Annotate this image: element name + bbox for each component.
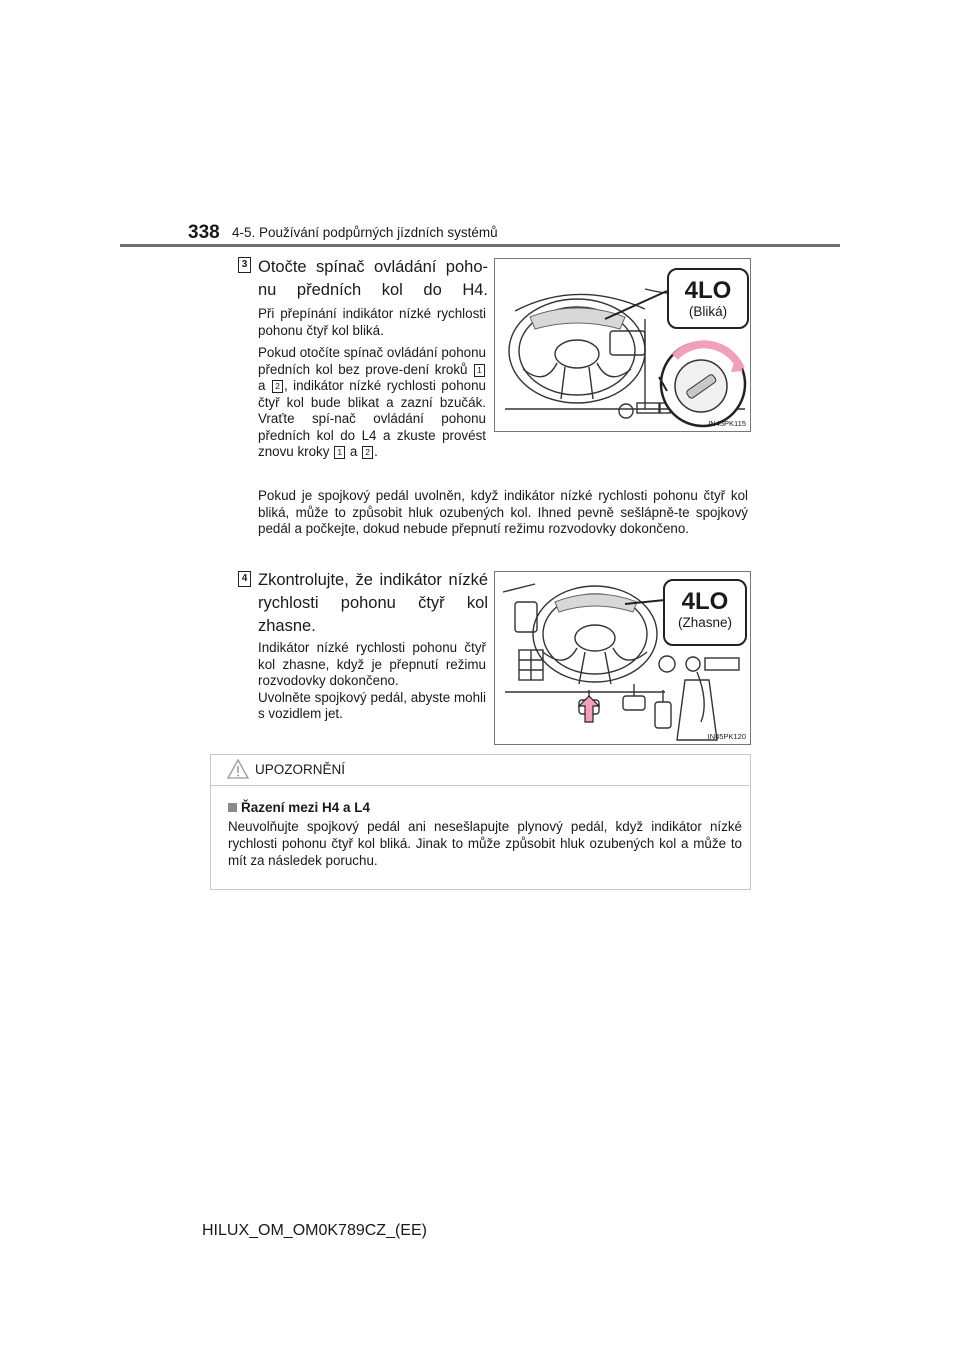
step-4-note-1: Indikátor nízké rychlosti pohonu čtyř kol zhasne, když je přepnutí režimu rozvodovky dokončeno. (258, 640, 486, 688)
step-3-note-2-end: . (374, 444, 378, 459)
footer-code: HILUX_OM_OM0K789CZ_(EE) (202, 1222, 427, 1239)
warning-text: Neuvolňujte spojkový pedál ani nesešlapujte plynový pedál, když indikátor nízké rychlosti pohonu čtyř kol bliká. Jinak to může způsobit hluk ozubených kol a může to mít za následek poruchu. (228, 819, 742, 868)
step-3-heading (258, 256, 488, 302)
step-3-notes (258, 306, 486, 467)
step-3-note-3: Pokud je spojkový pedál uvolněn, když indikátor nízké rychlosti pohonu čtyř kol bliká, může to způsobit hluk ozubených kol. Ihned pevně sešlápně-te spojkový pedál a počkejte, dokud nebude přepnutí režimu rozvodovky dokončeno. (258, 488, 748, 536)
page-number: 338 (188, 222, 220, 243)
step-ref-2b: 2 (362, 446, 373, 459)
warning-subtitle-text: Řazení mezi H4 a L4 (241, 800, 371, 815)
header-rule (120, 244, 840, 247)
step-4-note-2: Uvolněte spojkový pedál, abyste mohli s vozidlem jet. (258, 689, 486, 721)
step-4-heading (258, 569, 488, 638)
callout-blinking-label: (Bliká) (688, 304, 728, 319)
step-3-and-1: a (258, 378, 266, 393)
step-3-note-1: Při přepínání indikátor nízké rychlosti pohonu čtyř kol bliká. (258, 306, 486, 338)
step-ref-2: 2 (272, 380, 283, 393)
bullet-square-icon (228, 803, 237, 812)
step-3-note-2-text-b: , indikátor nízké rychlosti pohonu čtyř kol bude blikat a zazní bzučák. Vraťte spí-nač ovládání pohonu předních kol do L4 a zkuste provést znovu kroky (258, 378, 486, 459)
warning-header (211, 755, 750, 786)
figure-code-4: IN45PK120 (707, 732, 746, 741)
figure-clutch-pedal (494, 571, 751, 745)
callout-4lo-label: 4LO (684, 277, 732, 304)
warning-box (210, 754, 751, 890)
warning-triangle-icon (226, 758, 250, 780)
warning-subtitle (228, 800, 370, 815)
step-3-heading-text: Otočte spínač ovládání poho-nu předních kol do H4. (258, 258, 488, 299)
step-4-heading-text: Zkontrolujte, že indikátor nízké rychlosti pohonu čtyř kol zhasne. (258, 571, 488, 635)
figure-code-3: IN45PK115 (708, 419, 746, 428)
step-ref-1: 1 (474, 364, 485, 377)
callout-4lo-blinking (667, 268, 749, 329)
section-title: 4-5. Používání podpůrných jízdních systémů (232, 225, 498, 240)
figure-shift-dial (494, 258, 751, 432)
step-3-and-2: a (349, 444, 358, 459)
step-ref-1b: 1 (334, 446, 345, 459)
step-number-3: 3 (238, 257, 251, 273)
step-3-note-2 (258, 345, 486, 461)
warning-label: UPOZORNĚNÍ (255, 762, 346, 777)
step-4-notes (258, 640, 486, 729)
callout-4lo-label-2: 4LO (681, 588, 729, 615)
callout-off-label: (Zhasne) (677, 615, 733, 630)
step-3-note-2-text-a: Pokud otočíte spínač ovládání pohonu předních kol bez prove-dení kroků (258, 345, 486, 377)
callout-4lo-off (663, 579, 747, 646)
step-number-4: 4 (238, 571, 251, 587)
